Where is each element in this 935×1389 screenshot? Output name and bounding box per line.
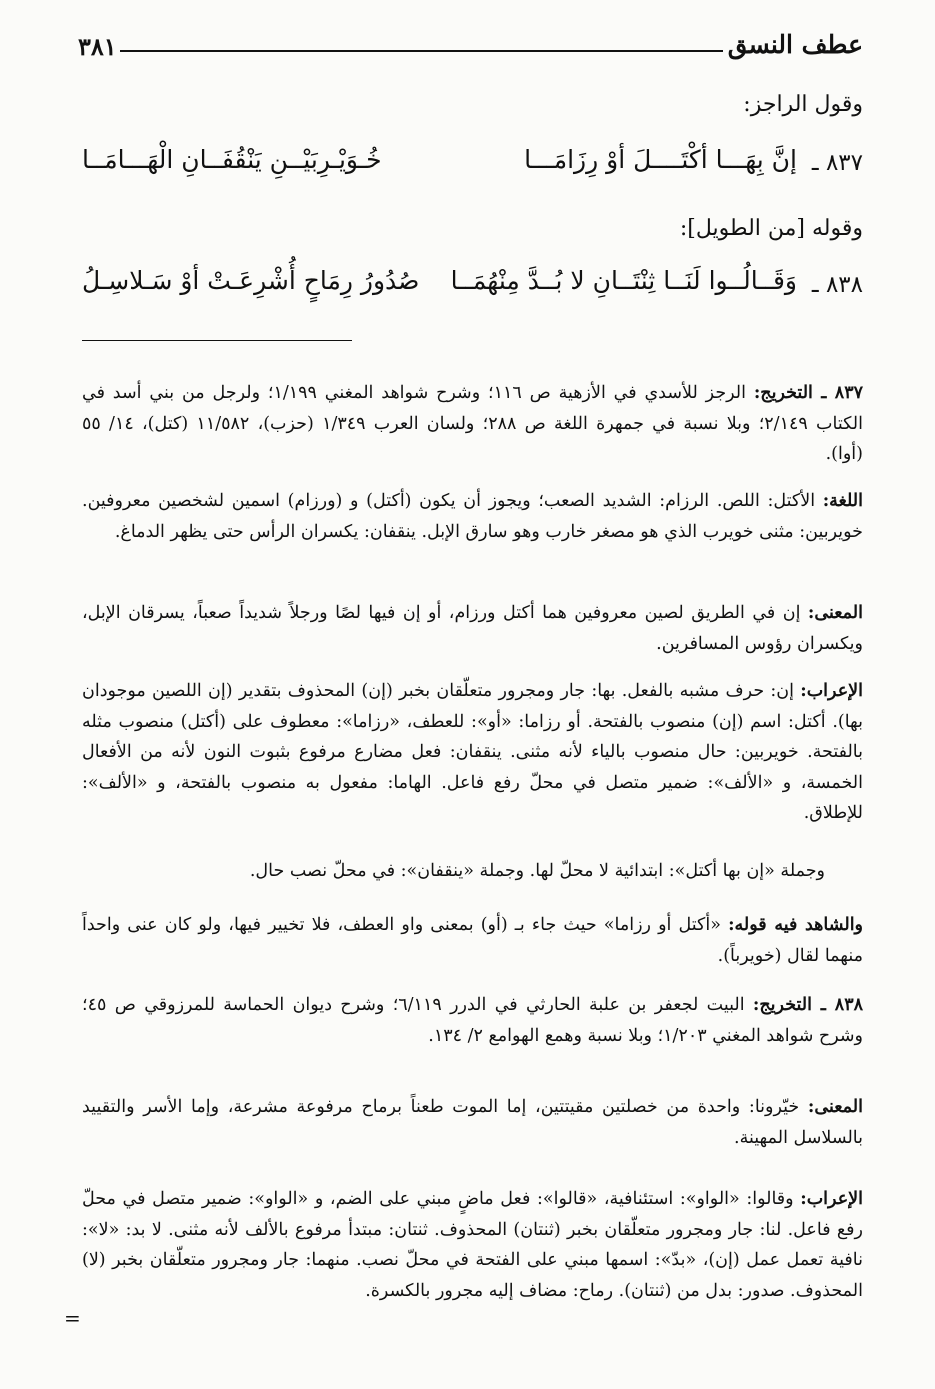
footnote-text: «أكتل أو رزاما» حيث جاء بـ (أو) بمعنى واو العطف، فلا تخيير فيها، ولو كان عنى واحداً منهما لقال (خويرباً). [82,915,863,966]
header-rule [120,50,723,52]
footnote-838-irab [82,1184,863,1306]
footnote-label: الإعراب: [800,1189,863,1209]
footnote-label: ٨٣٨ ـ التخريج: [752,995,863,1015]
footnote-text: الأكتل: اللص. الرزام: الشديد الصعب؛ ويجوز أن يكون (أكتل) و (ورزام) اسمين لشخصين معروفين. خويربين: مثنى خويرب الذي هو مصغر خارب وهو سارق الإبل. ينقفان: يكسران الرأس حتى يظهر الدماغ. [82,491,863,542]
footnote-text: إن: حرف مشبه بالفعل. بها: جار ومجرور متعلّقان بخبر (إن) المحذوف بتقدير (إن اللصين موجودان بها). أكتل: اسم (إن) منصوب بالفتحة. أو رزاما: «أو»: للعطف، «رزاما»: معطوف على (أكتل) منصوب مثله بالفتحة. خويربين: حال منصوب بالياء لأنه مثنى. ينقفان: فعل مضارع مرفوع بثبوت النون لأنه من الأفعال الخمسة، و «الألف»: ضمير متصل في محلّ رفع فاعل. الهاما: مفعول به منصوب بالفتحة، و «الألف»: للإطلاق. [82,681,863,823]
verse-838-second-hemistich: صُدُورُ رِمَاحٍ أُشْرِعَـتْ أوْ سَـلاسِـلُ [82,266,420,295]
footnote-837-shahid [82,910,863,971]
continuation-mark: = [64,1306,81,1330]
footnote-837-irab [82,676,863,829]
footnote-label: والشاهد فيه قوله: [728,915,864,935]
footnote-838-maana [82,1092,863,1153]
footnote-label: اللغة: [822,491,863,511]
footnote-838-takhrij [82,990,863,1051]
verse-838-intro: وقوله [من الطويل]: [679,216,863,241]
footnote-text: إن في الطريق لصين معروفين هما أكتل ورزام، أو إن فيها لصًا ورجلاً شديداً صعباً، يسرقان الإبل، ويكسران رؤوس المسافرين. [82,603,863,654]
footnote-837-takhrij [82,378,863,470]
footnote-label: المعنى: [807,1097,863,1117]
running-head-title: عطف النسق [727,30,863,59]
footnote-label: الإعراب: [800,681,863,701]
verse-838-first-hemistich: وَقَــالُــوا لَنَــا ثِنْتَــانِ لا بُــدَّ مِنْهُمَــا [450,266,797,295]
footnote-text: الرجز للأسدي في الأزهية ص ١١٦؛ وشرح شواهد المغني ١/١٩٩؛ ولرجل من بني أسد في الكتاب ٢/١٤٩؛ وبلا نسبة في جمهرة اللغة ص ٢٨٨؛ ولسان العرب ١/٣٤٩ (حزب)، ١١/٥٨٢ (كتل)، ١٤/ ٥٥ (أوا). [82,383,863,464]
footnote-text: خيّرونا: واحدة من خصلتين مقيتتين، إما الموت طعناً برماح مرفوعة مشرعة، وإما الأسر والتقييد بالسلاسل المهينة. [82,1097,863,1148]
footnote-label: ٨٣٧ ـ التخريج: [753,383,863,403]
footnote-837-jumla [82,856,825,887]
verse-837-number: ٨٣٧ ـ [811,150,863,176]
footnote-837-maana [82,598,863,659]
footnote-837-lugha [82,486,863,547]
page-number: ٣٨١ [78,32,117,61]
verse-838-number: ٨٣٨ ـ [811,272,863,298]
footnote-text: وقالوا: «الواو»: استئنافية، «قالوا»: فعل ماضٍ مبني على الضم، و «الواو»: ضمير متصل في محلّ رفع فاعل. لنا: جار ومجرور متعلّقان بخبر (ثنتان) المحذوف. ثنتان: مبتدأ مرفوع بالألف لأنه مثنى. لا بد: «لا»: نافية تعمل عمل (إن)، «بدّ»: اسمها مبني على الفتحة في محلّ نصب. منهما: جار ومجرور متعلّقان بخبر (لا) المحذوف. صدور: بدل من (ثنتان). رماح: مضاف إليه مجرور بالكسرة. [82,1189,863,1301]
footnote-text: البيت لجعفر بن علبة الحارثي في الدرر ٦/١١٩؛ وشرح ديوان الحماسة للمرزوقي ص ٤٥؛ وشرح شواهد المغني ١/٢٠٣؛ وبلا نسبة وهمع الهوامع ٢/ ١٣٤. [82,995,863,1046]
footnote-separator [82,340,352,341]
verse-837-second-hemistich: خُـوَيْـرِبَيْــنِ يَنْقُفَــانِ الْهَـــامَــا [82,145,382,174]
footnote-label: المعنى: [807,603,863,623]
footnote-text: وجملة «إن بها أكتل»: ابتدائية لا محلّ لها. وجملة «ينقفان»: في محلّ نصب حال. [249,861,825,881]
verse-837-intro: وقول الراجز: [743,92,863,117]
verse-837-first-hemistich: إنَّ بِهَـــا أكْتَــــلَ أوْ رِزَامَـــا [524,145,797,174]
